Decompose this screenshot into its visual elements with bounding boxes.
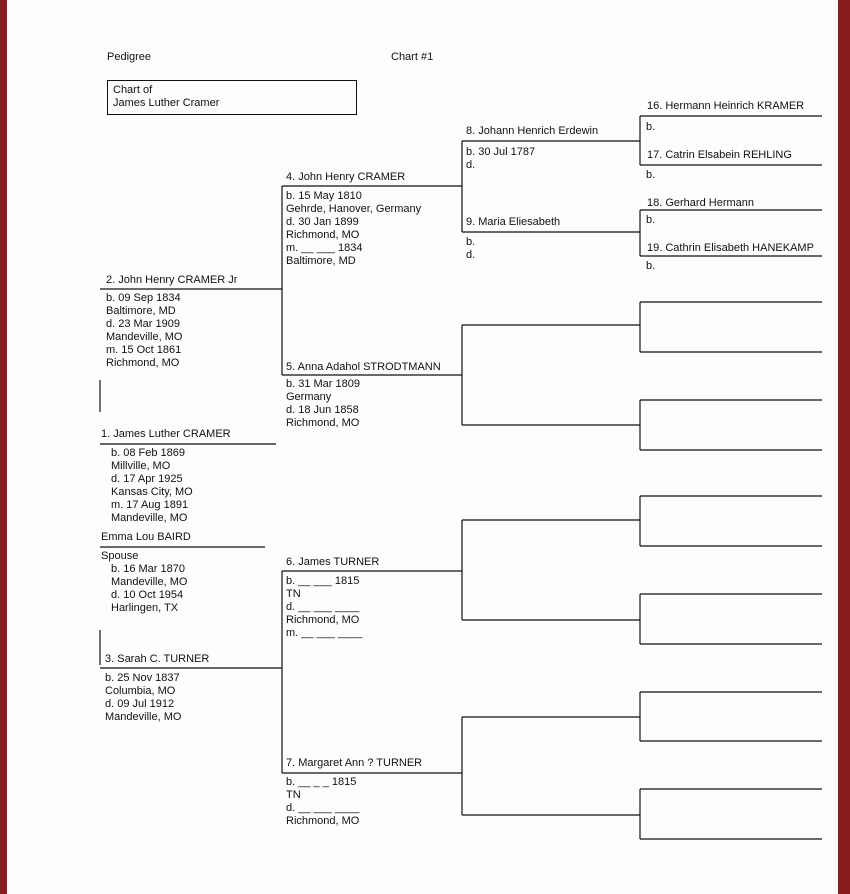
chart-number: Chart #1 bbox=[391, 51, 434, 63]
person-18-birth: b. bbox=[646, 214, 656, 226]
person-2-death: d. 23 Mar 1909 bbox=[106, 318, 180, 330]
person-8-death: d. bbox=[466, 159, 476, 171]
person-16-name: 16. Hermann Heinrich KRAMER bbox=[647, 100, 805, 112]
page-title: Pedigree bbox=[107, 51, 152, 63]
person-3-name: 3. Sarah C. TURNER bbox=[105, 653, 210, 665]
person-9-death: d. bbox=[466, 249, 476, 261]
person-4-marriage: m. __ ___ 1834 bbox=[286, 242, 363, 254]
spouse-death: d. 10 Oct 1954 bbox=[111, 589, 184, 601]
person-5-birth: b. 31 Mar 1809 bbox=[286, 378, 360, 390]
spouse-label: Spouse bbox=[101, 550, 139, 562]
person-7-death: d. __ ___ ____ bbox=[286, 802, 360, 814]
person-6-death: d. __ ___ ____ bbox=[286, 601, 360, 613]
person-9-birth: b. bbox=[466, 236, 476, 248]
person-5-death: d. 18 Jun 1858 bbox=[286, 404, 359, 416]
person-1-marriage: m. 17 Aug 1891 bbox=[111, 499, 189, 511]
person-17-birth: b. bbox=[646, 169, 656, 181]
chart-of-label: Chart of bbox=[113, 84, 153, 96]
person-5-birth-place: Germany bbox=[286, 391, 332, 403]
person-18-name: 18. Gerhard Hermann bbox=[647, 197, 754, 209]
person-7-birth-place: TN bbox=[286, 789, 301, 801]
person-4-birth: b. 15 May 1810 bbox=[286, 190, 362, 202]
person-4-marriage-place: Baltimore, MD bbox=[286, 255, 356, 267]
chart-of-box bbox=[107, 80, 357, 115]
person-3-death: d. 09 Jul 1912 bbox=[105, 698, 175, 710]
person-6-name: 6. James TURNER bbox=[286, 556, 380, 568]
person-1-marriage-place: Mandeville, MO bbox=[111, 512, 188, 524]
person-6-birth: b. __ ___ 1815 bbox=[286, 575, 360, 587]
person-2-birth: b. 09 Sep 1834 bbox=[106, 292, 181, 304]
person-7-birth: b. __ _ _ 1815 bbox=[286, 776, 357, 788]
person-1-name: 1. James Luther CRAMER bbox=[101, 428, 231, 440]
person-6-death-place: Richmond, MO bbox=[286, 614, 360, 626]
person-6-birth-place: TN bbox=[286, 588, 301, 600]
person-1-birth-place: Millville, MO bbox=[111, 460, 171, 472]
person-3-birth-place: Columbia, MO bbox=[105, 685, 176, 697]
person-2-marriage: m. 15 Oct 1861 bbox=[106, 344, 182, 356]
person-17-name: 17. Catrin Elsabein REHLING bbox=[647, 149, 792, 161]
spouse-birth: b. 16 Mar 1870 bbox=[111, 563, 185, 575]
person-7-name: 7. Margaret Ann ? TURNER bbox=[286, 757, 423, 769]
person-19-birth: b. bbox=[646, 260, 656, 272]
person-2-name: 2. John Henry CRAMER Jr bbox=[106, 274, 238, 286]
spouse-birth-place: Mandeville, MO bbox=[111, 576, 188, 588]
person-3-death-place: Mandeville, MO bbox=[105, 711, 182, 723]
person-16-birth: b. bbox=[646, 121, 656, 133]
person-1-death-place: Kansas City, MO bbox=[111, 486, 193, 498]
person-8-name: 8. Johann Henrich Erdewin bbox=[466, 125, 599, 137]
person-2-death-place: Mandeville, MO bbox=[106, 331, 183, 343]
chart-of-person: James Luther Cramer bbox=[113, 97, 220, 109]
person-4-death-place: Richmond, MO bbox=[286, 229, 360, 241]
person-1-birth: b. 08 Feb 1869 bbox=[111, 447, 186, 459]
person-19-name: 19. Cathrin Elisabeth HANEKAMP bbox=[647, 242, 814, 254]
person-5-name: 5. Anna Adahol STRODTMANN bbox=[286, 361, 441, 373]
person-3-birth: b. 25 Nov 1837 bbox=[105, 672, 180, 684]
person-4-name: 4. John Henry CRAMER bbox=[286, 171, 406, 183]
person-2-marriage-place: Richmond, MO bbox=[106, 357, 180, 369]
spouse-death-place: Harlingen, TX bbox=[111, 602, 179, 614]
person-5-death-place: Richmond, MO bbox=[286, 417, 360, 429]
person-2-birth-place: Baltimore, MD bbox=[106, 305, 176, 317]
spouse-name: Emma Lou BAIRD bbox=[101, 531, 191, 543]
person-7-death-place: Richmond, MO bbox=[286, 815, 360, 827]
person-4-death: d. 30 Jan 1899 bbox=[286, 216, 359, 228]
person-8-birth: b. 30 Jul 1787 bbox=[466, 146, 536, 158]
person-9-name: 9. Maria Eliesabeth bbox=[466, 216, 561, 228]
person-6-marriage: m. __ ___ ____ bbox=[286, 627, 363, 639]
person-4-birth-place: Gehrde, Hanover, Germany bbox=[286, 203, 422, 215]
person-1-death: d. 17 Apr 1925 bbox=[111, 473, 183, 485]
